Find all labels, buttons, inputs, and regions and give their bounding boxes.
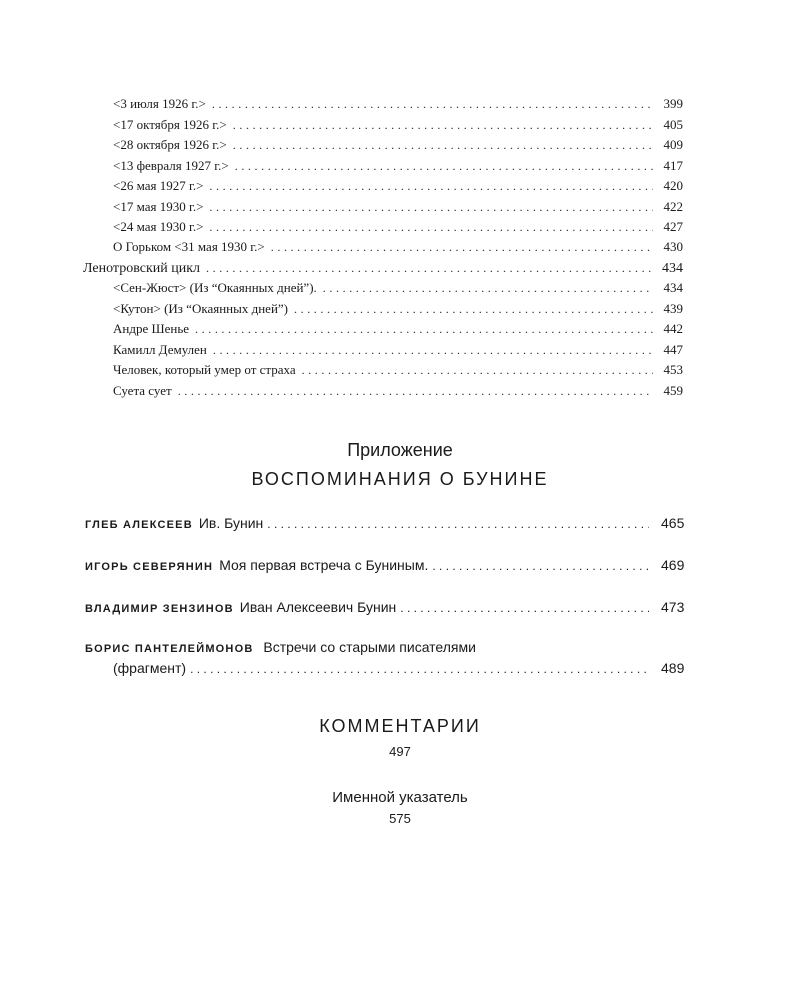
toc-section-page: 434 bbox=[662, 261, 683, 276]
toc-entry-page: 417 bbox=[663, 158, 683, 173]
toc-entry-page: 430 bbox=[663, 239, 683, 254]
toc-entry-label: <28 октября 1926 г.> bbox=[113, 137, 227, 152]
memoir-title-cont: (фрагмент) bbox=[113, 660, 187, 676]
toc-section bbox=[83, 259, 683, 279]
toc-entry-label: Камилл Демулен bbox=[113, 342, 207, 357]
leader-dots bbox=[209, 198, 653, 216]
toc-entry bbox=[113, 382, 683, 402]
toc-entry bbox=[113, 116, 683, 136]
toc-entry-label: Андре Шенье bbox=[113, 321, 190, 336]
leader-dots bbox=[190, 658, 649, 680]
toc-entry bbox=[113, 136, 683, 156]
toc-entry bbox=[113, 279, 683, 299]
toc-section-label: Ленотровский цикл bbox=[83, 261, 201, 276]
leader-dots bbox=[267, 513, 649, 535]
appendix-subtitle: ВОСПОМИНАНИЯ О БУНИНЕ bbox=[251, 469, 549, 489]
appendix-title: Приложение bbox=[347, 440, 453, 460]
memoir-page: 489 bbox=[661, 660, 685, 676]
leader-dots bbox=[294, 300, 653, 318]
memoir-entry-continuation bbox=[113, 657, 683, 680]
leader-dots bbox=[271, 238, 653, 256]
leader-dots bbox=[323, 279, 653, 297]
comments-page: 497 bbox=[389, 744, 411, 759]
leader-dots bbox=[233, 116, 653, 134]
toc-entry bbox=[113, 157, 683, 177]
memoir-entry bbox=[85, 554, 683, 578]
leader-dots bbox=[432, 555, 649, 577]
toc-entry bbox=[113, 320, 683, 340]
toc-entry-label: <13 февраля 1927 г.> bbox=[113, 158, 229, 173]
toc-entry bbox=[113, 361, 683, 381]
toc-entry-label: <17 мая 1930 г.> bbox=[113, 199, 204, 214]
toc-entry bbox=[113, 341, 683, 361]
toc-entry-page: 453 bbox=[663, 362, 683, 377]
leader-dots bbox=[302, 361, 653, 379]
toc-entry-page: 434 bbox=[663, 280, 683, 295]
toc-entry-page: 427 bbox=[663, 219, 683, 234]
leader-dots bbox=[233, 136, 653, 154]
leader-dots bbox=[178, 382, 653, 400]
toc-entry-page: 405 bbox=[663, 117, 683, 132]
leader-dots bbox=[209, 177, 653, 195]
memoir-author: ВЛАДИМИР ЗЕНЗИНОВ bbox=[85, 603, 234, 615]
toc-entry bbox=[113, 218, 683, 238]
toc-entry-label: Суета сует bbox=[113, 383, 172, 398]
memoir-title: Встречи со старыми писателями bbox=[263, 639, 476, 655]
index-title: Именной указатель bbox=[332, 789, 468, 806]
toc-entry-label: <Сен-Жюст> (Из “Окаянных дней”). bbox=[113, 280, 317, 295]
leader-dots bbox=[400, 597, 649, 619]
memoir-page: 469 bbox=[661, 557, 685, 573]
toc-entry-page: 447 bbox=[663, 342, 683, 357]
toc-entry bbox=[113, 238, 683, 258]
toc-entry-label: <17 октября 1926 г.> bbox=[113, 117, 227, 132]
toc-entry-label: <3 июля 1926 г.> bbox=[113, 96, 206, 111]
memoir-entry bbox=[85, 596, 683, 620]
memoir-author: ГЛЕБ АЛЕКСЕЕВ bbox=[85, 519, 193, 531]
toc-entry-page: 409 bbox=[663, 137, 683, 152]
toc-entry-page: 420 bbox=[663, 178, 683, 193]
toc-entry-label: Человек, который умер от страха bbox=[113, 362, 296, 377]
memoir-page: 465 bbox=[661, 515, 685, 531]
memoir-author: БОРИС ПАНТЕЛЕЙМОНОВ bbox=[85, 643, 254, 655]
toc-entry-label: <Кутон> (Из “Окаянных дней”) bbox=[113, 301, 288, 316]
memoir-title: Моя первая встреча с Буниным. bbox=[219, 557, 429, 573]
toc-entry bbox=[113, 198, 683, 218]
toc-entry-page: 422 bbox=[663, 199, 683, 214]
comments-title: КОММЕНТАРИИ bbox=[319, 716, 481, 736]
leader-dots bbox=[209, 218, 653, 236]
leader-dots bbox=[213, 341, 653, 359]
leader-dots bbox=[212, 95, 653, 113]
toc-entry-page: 459 bbox=[663, 383, 683, 398]
toc-entry bbox=[113, 300, 683, 320]
toc-entry-label: <26 мая 1927 г.> bbox=[113, 178, 204, 193]
leader-dots bbox=[195, 320, 653, 338]
toc-entry-page: 399 bbox=[663, 96, 683, 111]
memoir-entry bbox=[85, 512, 683, 536]
memoir-title: Иван Алексеевич Бунин bbox=[239, 599, 397, 615]
toc-entry bbox=[113, 177, 683, 197]
toc-entry-label: О Горьком <31 мая 1930 г.> bbox=[113, 239, 265, 254]
memoir-title: Ив. Бунин bbox=[198, 515, 264, 531]
memoir-page: 473 bbox=[661, 599, 685, 615]
leader-dots bbox=[206, 259, 653, 277]
memoir-author: ИГОРЬ СЕВЕРЯНИН bbox=[85, 561, 214, 573]
toc-entry-label: <24 мая 1930 г.> bbox=[113, 219, 204, 234]
leader-dots bbox=[235, 157, 653, 175]
index-page: 575 bbox=[389, 811, 411, 826]
toc-entry-page: 439 bbox=[663, 301, 683, 316]
toc-entry-page: 442 bbox=[663, 321, 683, 336]
toc-entry bbox=[113, 95, 683, 115]
